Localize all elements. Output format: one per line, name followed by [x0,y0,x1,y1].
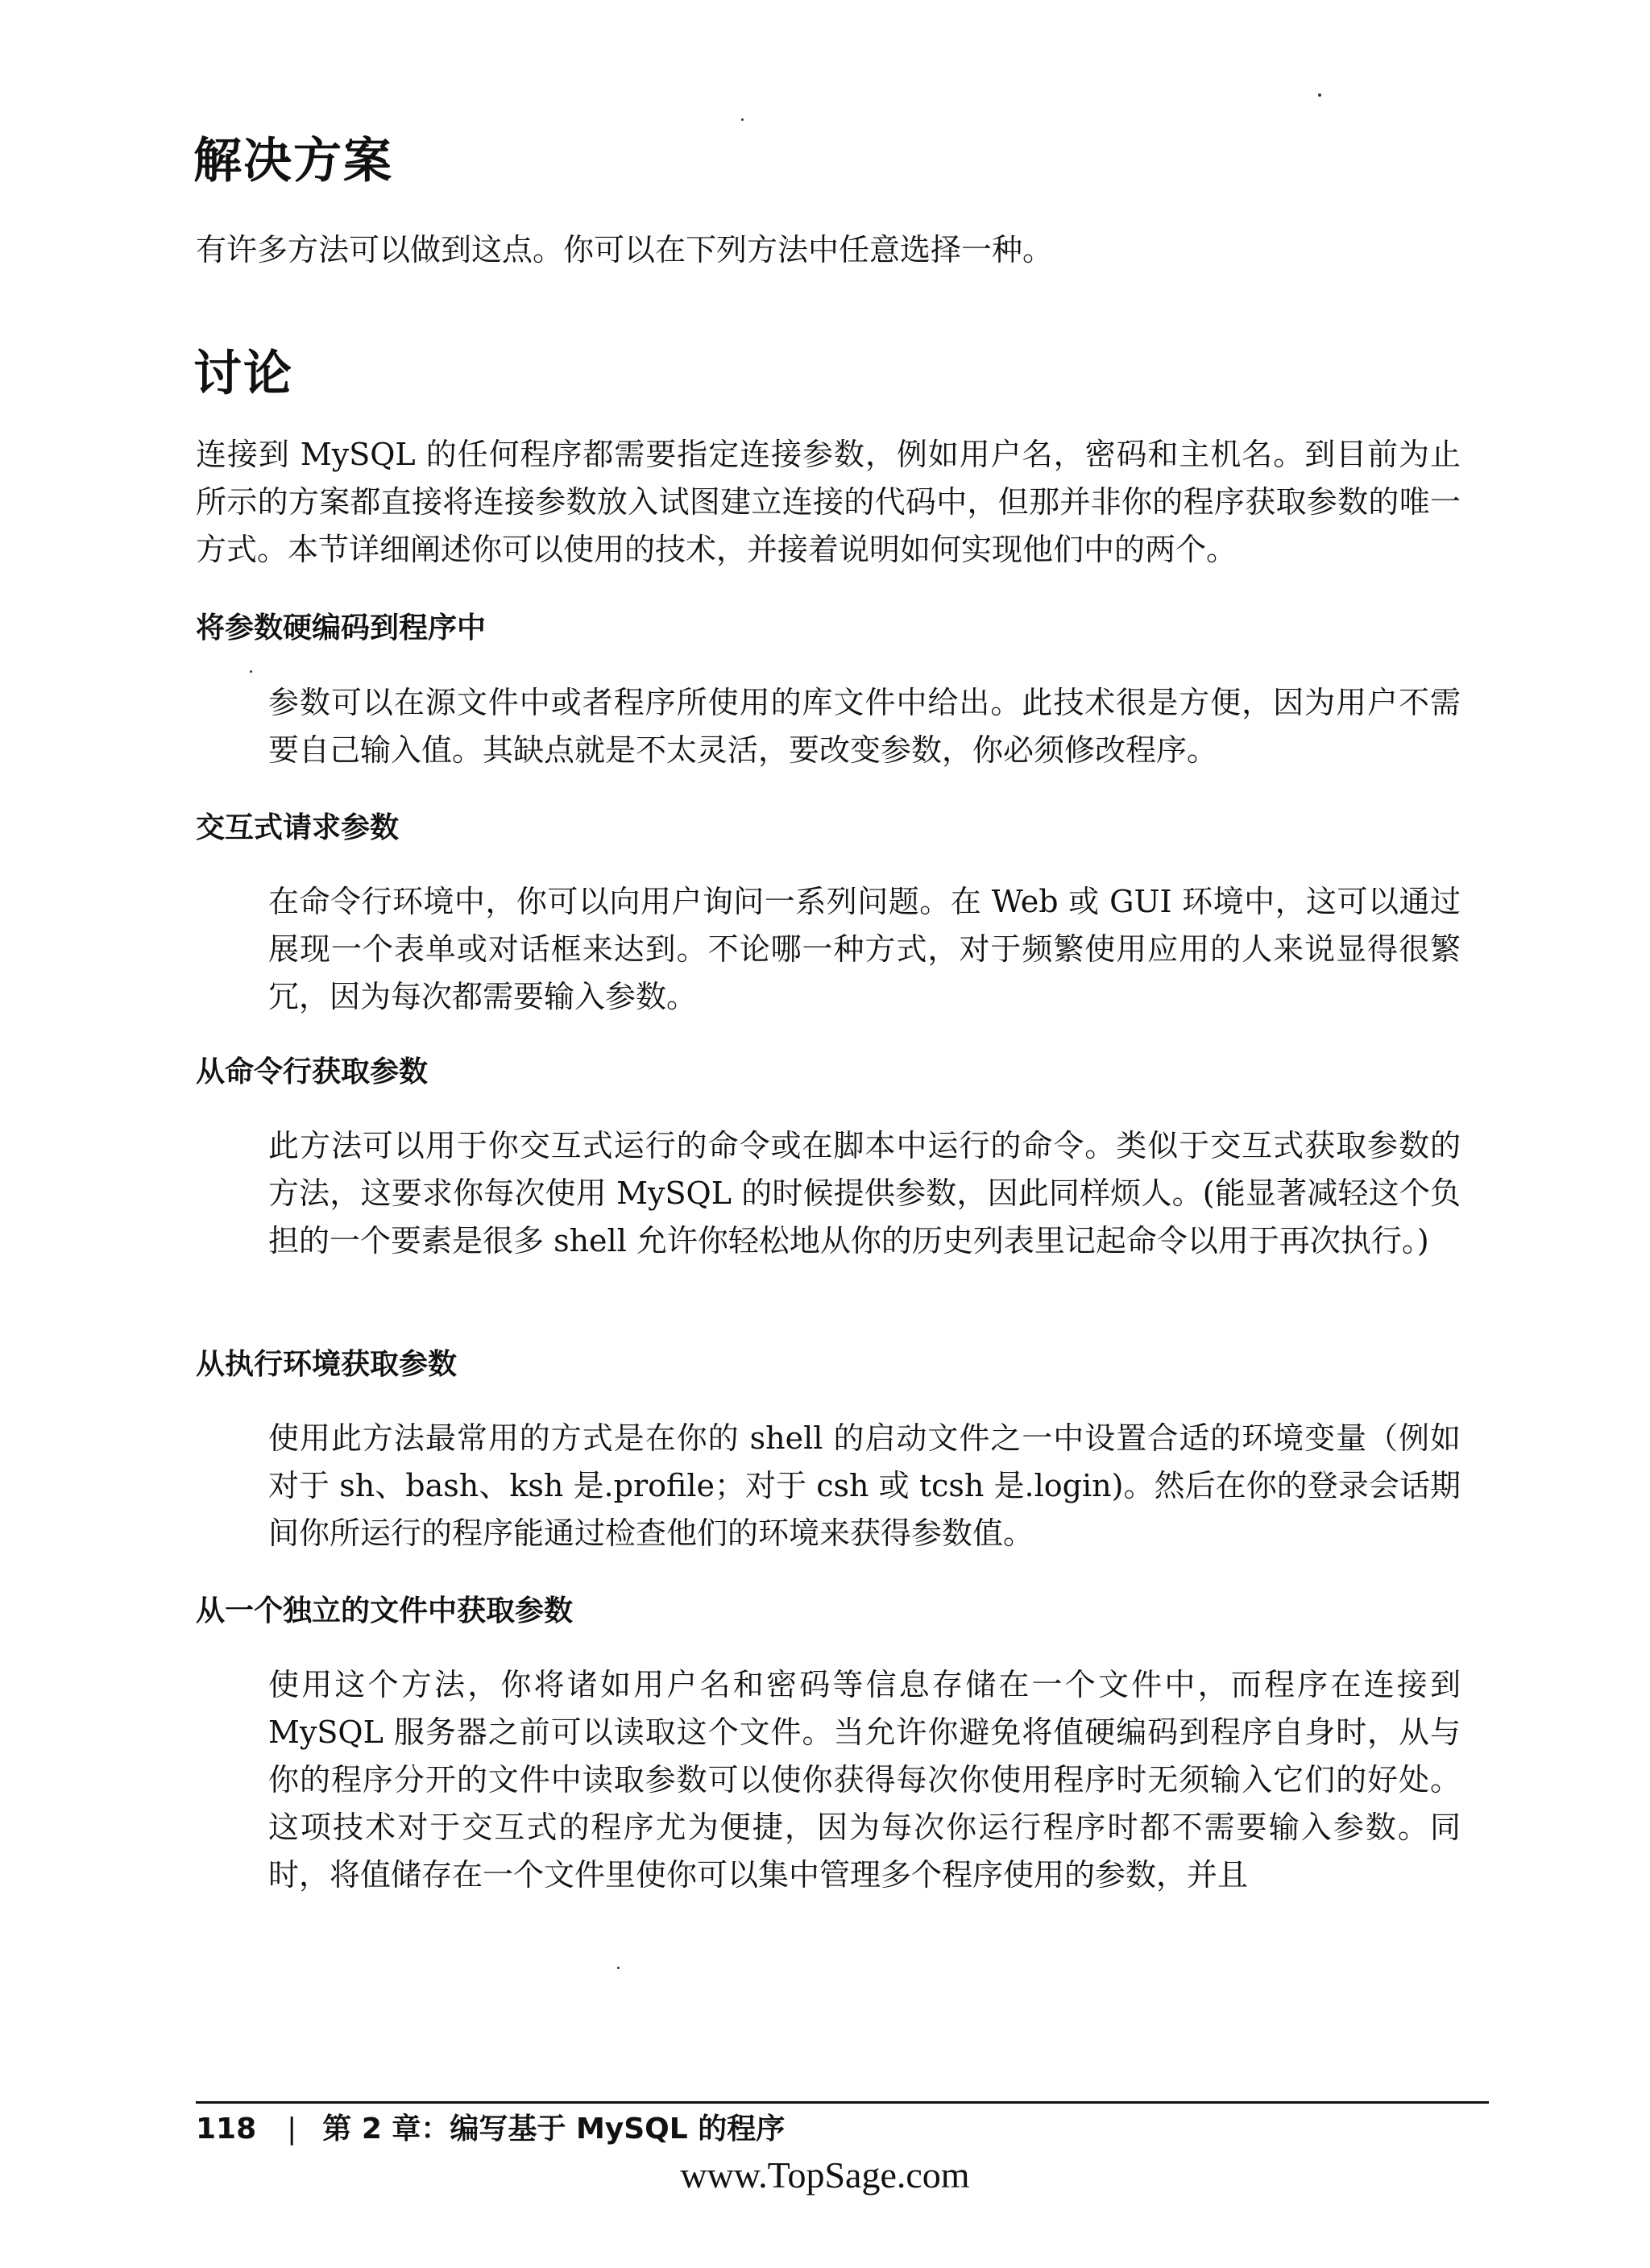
subsection-paragraph: 使用此方法最常用的方式是在你的 shell 的启动文件之一中设置合适的环境变量（例如对于 sh、bash、ksh 是.profile；对于 csh 或 tcsh 是.login)。然后在你的登录会话期间你所运行的程序能通过检查他们的环境来获得参数值。 [268,1420,1461,1551]
subsection-title: 交互式请求参数 [196,811,400,844]
subsection-title: 从一个独立的文件中获取参数 [196,1594,574,1627]
discussion-paragraph: 连接到 MySQL 的任何程序都需要指定连接参数，例如用户名，密码和主机名。到目前为止所示的方案都直接将连接参数放入试图建立连接的代码中，但那并非你的程序获取参数的唯一方式。本节详细阐述你可以使用的技术，并接着说明如何实现他们中的两个。 [196,437,1461,567]
scan-speck [250,670,252,673]
heading-solution: 解决方案 [193,133,393,189]
heading-discussion: 讨论 [193,346,293,402]
subsection-paragraph: 此方法可以用于你交互式运行的命令或在脚本中运行的命令。类似于交互式获取参数的方法，这要求你每次使用 MySQL 的时候提供参数，因此同样烦人。(能显著减轻这个负担的一个要素是很多 shell 允许你轻松地从你的历史列表里记起命令以用于再次执行。) [268,1128,1461,1258]
subsection-paragraph: 在命令行环境中，你可以向用户询问一系列问题。在 Web 或 GUI 环境中，这可以通过展现一个表单或对话框来达到。不论哪一种方式，对于频繁使用应用的人来说显得很繁冗，因为每次都需要输入参数。 [268,884,1461,1014]
subsection-paragraph: 参数可以在源文件中或者程序所使用的库文件中给出。此技术很是方便，因为用户不需要自己输入值。其缺点就是不太灵活，要改变参数，你必须修改程序。 [268,685,1461,768]
solution-paragraph: 有许多方法可以做到这点。你可以在下列方法中任意选择一种。 [196,232,1054,267]
subsection-paragraph: 使用这个方法，你将诸如用户名和密码等信息存储在一个文件中，而程序在连接到 MySQL 服务器之前可以读取这个文件。当允许你避免将值硬编码到程序自身时，从与你的程序分开的文件中读取参数可以使你获得每次你使用程序时无须输入它们的好处。这项技术对于交互式的程序尤为便捷，因为每次你运行程序时都不需要输入参数。同时，将值储存在一个文件里使你可以集中管理多个程序使用的参数，并且 [268,1667,1461,1893]
subsection-title: 从命令行获取参数 [196,1055,429,1088]
page-number: 118 [196,2113,257,2146]
subsection-title: 从执行环境获取参数 [196,1348,458,1381]
watermark-url: www.TopSage.com [680,2154,970,2195]
chapter-title: 第 2 章：编写基于 MySQL 的程序 [322,2113,786,2146]
subsection-title: 将参数硬编码到程序中 [196,612,487,645]
footer-rule [196,2101,1489,2104]
footer-separator: | [287,2113,297,2146]
scan-speck [617,1967,620,1969]
scan-speck [1318,93,1321,97]
scan-speck [741,118,744,121]
page-footer [196,2109,785,2150]
